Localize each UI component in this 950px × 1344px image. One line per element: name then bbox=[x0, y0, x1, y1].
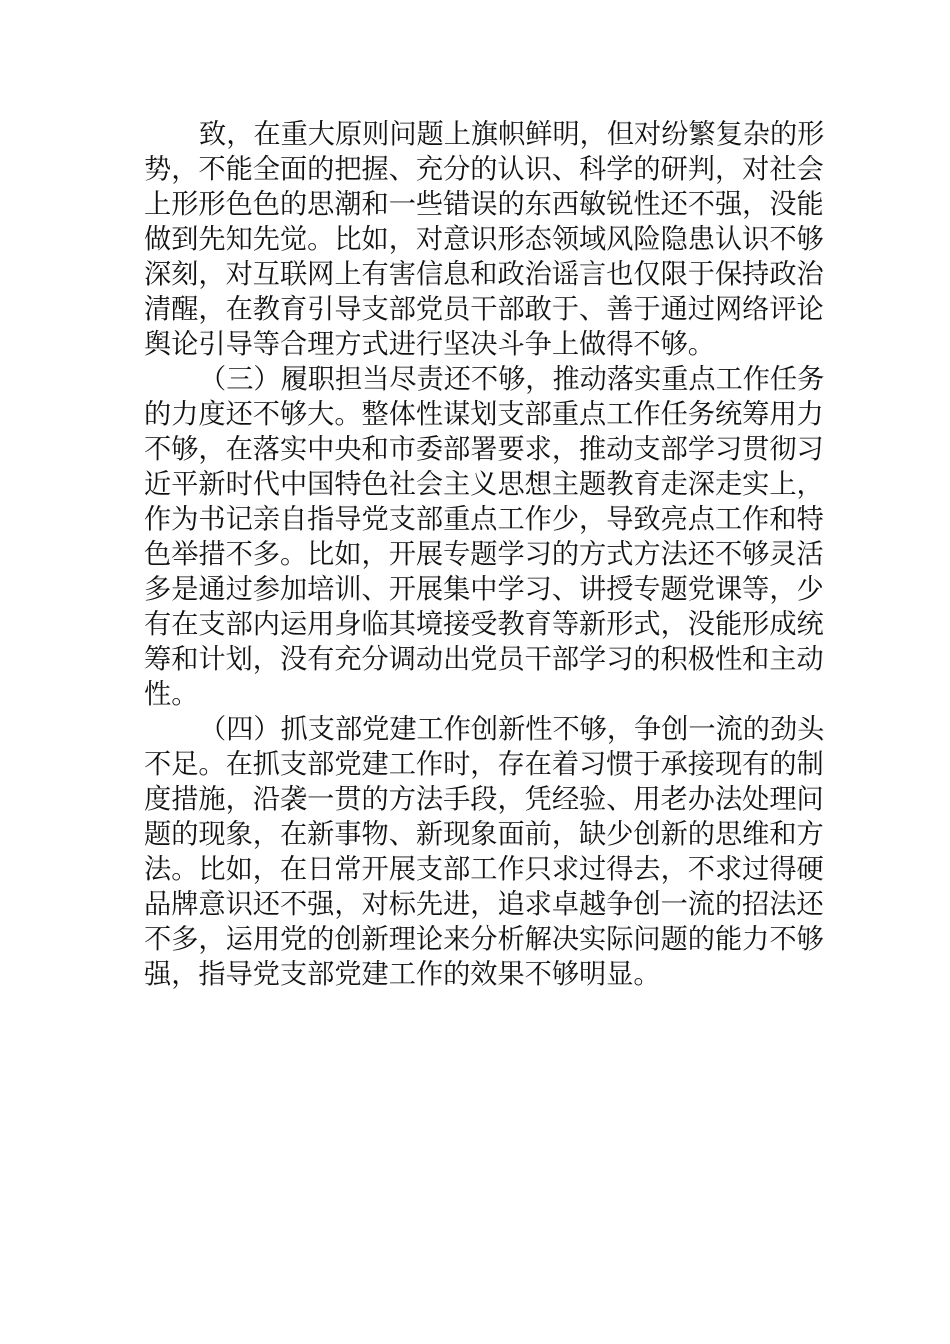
paragraph-line: 色举措不多。比如，开展专题学习的方式方法还不够灵活 bbox=[144, 539, 824, 570]
paragraph-line: 清醒，在教育引导支部党员干部敢于、善于通过网络评论 bbox=[144, 294, 824, 325]
paragraph-line: 致，在重大原则问题上旗帜鲜明，但对纷繁复杂的形 bbox=[199, 119, 825, 150]
section-heading-line: （四）抓支部党建工作创新性不够，争创一流的劲头 bbox=[199, 714, 825, 745]
section-heading-line: （三）履职担当尽责还不够，推动落实重点工作任务 bbox=[199, 364, 825, 395]
paragraph-line: 强，指导党支部党建工作的效果不够明显。 bbox=[144, 959, 661, 990]
paragraph-line: 的力度还不够大。整体性谋划支部重点工作任务统筹用力 bbox=[144, 399, 824, 430]
paragraph-line: 深刻，对互联网上有害信息和政治谣言也仅限于保持政治 bbox=[144, 259, 824, 290]
paragraph-line: 作为书记亲自指导党支部重点工作少，导致亮点工作和特 bbox=[144, 504, 824, 535]
paragraph-line: 品牌意识还不强，对标先进，追求卓越争创一流的招法还 bbox=[144, 889, 824, 920]
paragraph-line: 多是通过参加培训、开展集中学习、讲授专题党课等，少 bbox=[144, 574, 824, 605]
paragraph-line: 不够，在落实中央和市委部署要求，推动支部学习贯彻习 bbox=[144, 434, 824, 465]
paragraph-line: 近平新时代中国特色社会主义思想主题教育走深走实上， bbox=[144, 469, 824, 500]
paragraph-line: 势，不能全面的把握、充分的认识、科学的研判，对社会 bbox=[144, 154, 824, 185]
paragraph-line: 不多，运用党的创新理论来分析解决实际问题的能力不够 bbox=[144, 924, 824, 955]
paragraph-line: 有在支部内运用身临其境接受教育等新形式，没能形成统 bbox=[144, 609, 824, 640]
paragraph-line: 法。比如，在日常开展支部工作只求过得去，不求过得硬 bbox=[144, 854, 824, 885]
document-body bbox=[144, 117, 825, 992]
paragraph-line: 舆论引导等合理方式进行坚决斗争上做得不够。 bbox=[144, 329, 715, 360]
paragraph-line: 上形形色色的思潮和一些错误的东西敏锐性还不强，没能 bbox=[144, 189, 824, 220]
paragraph-line: 筹和计划，没有充分调动出党员干部学习的积极性和主动 bbox=[144, 644, 824, 675]
paragraph-line: 不足。在抓支部党建工作时，存在着习惯于承接现有的制 bbox=[144, 749, 824, 780]
paragraph-line: 题的现象，在新事物、新现象面前，缺少创新的思维和方 bbox=[144, 819, 824, 850]
paragraph-line: 做到先知先觉。比如，对意识形态领域风险隐患认识不够 bbox=[144, 224, 824, 255]
paragraph-line: 度措施，沿袭一贯的方法手段，凭经验、用老办法处理问 bbox=[144, 784, 824, 815]
paragraph-line: 性。 bbox=[144, 679, 199, 710]
